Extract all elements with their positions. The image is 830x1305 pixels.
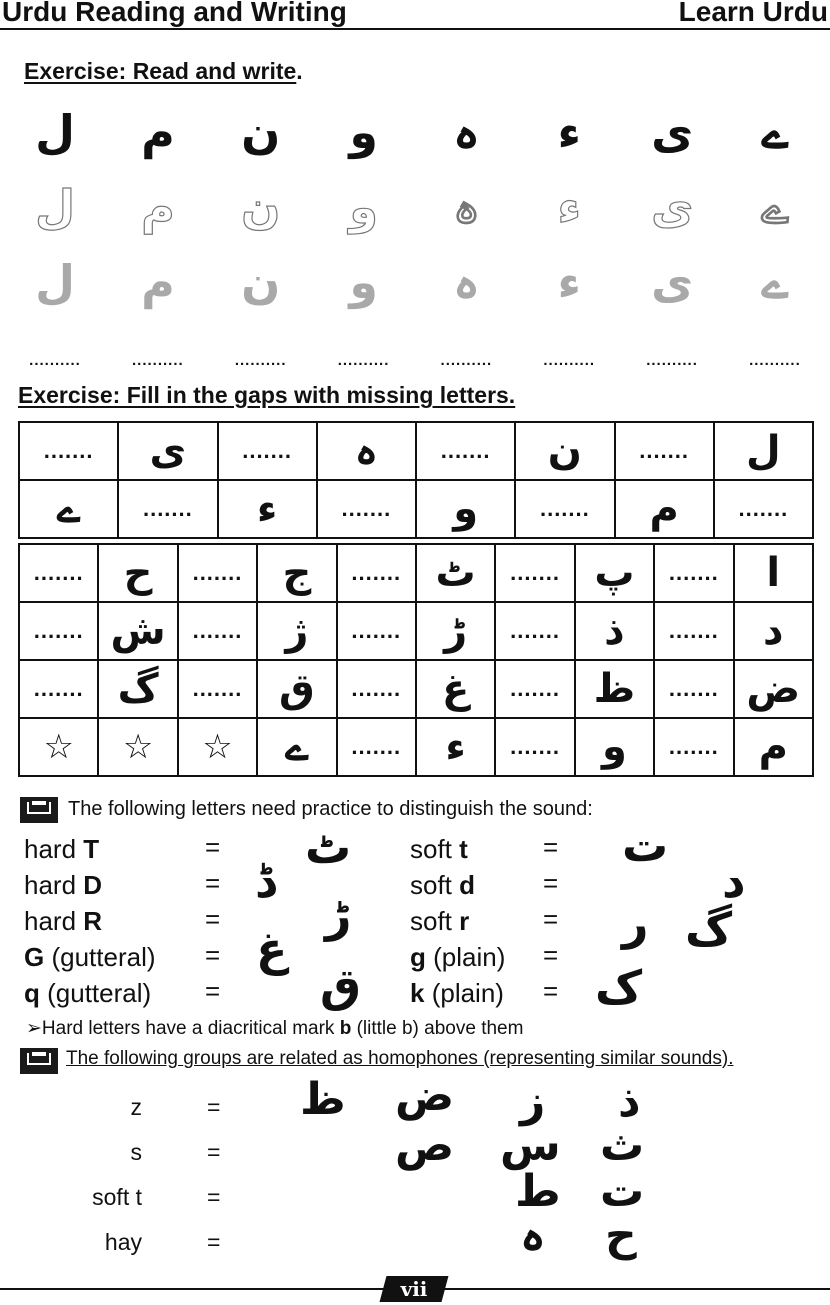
table-row xyxy=(19,660,813,718)
gap-cell[interactable]: ....... xyxy=(654,660,733,718)
gap-cell[interactable]: ....... xyxy=(178,602,257,660)
letter-lam-outline: ل xyxy=(35,180,76,234)
letter-qaf: ق xyxy=(320,958,362,1012)
gap-cell[interactable]: ....... xyxy=(654,718,733,776)
letter-cell: ی xyxy=(118,422,217,480)
letters-solid-row xyxy=(10,102,820,162)
letter-seen: س xyxy=(500,1120,561,1171)
letter-cell: ش xyxy=(98,602,177,660)
gap-cell[interactable]: ....... xyxy=(337,660,416,718)
homophones-note: The following groups are related as homophones (representing similar sounds). xyxy=(66,1048,734,1069)
letter-cell: م xyxy=(615,480,714,538)
equals-sign: = xyxy=(543,940,559,970)
header-divider xyxy=(0,28,830,30)
letter-zuad: ض xyxy=(395,1070,455,1121)
diacritic-note: ➢Hard letters have a diacritical mark b (little b) above them xyxy=(26,1018,524,1039)
equals-sign: = xyxy=(205,868,221,898)
letter-cell: ژ xyxy=(257,602,336,660)
sound-left-label: hard D xyxy=(24,870,103,900)
letter-meem-outline: م xyxy=(141,180,175,234)
letters-gray-row xyxy=(10,252,820,312)
sounds-note: The following letters need practice to distinguish the sound: xyxy=(68,798,593,820)
exercise-read-write-title: Exercise: Read and write xyxy=(24,58,297,84)
writing-line[interactable]: .......... xyxy=(749,352,801,369)
letter-hard-t: ٹ xyxy=(305,820,352,874)
letter-hamza-outline: ء xyxy=(557,180,582,234)
gap-cell[interactable]: ....... xyxy=(178,660,257,718)
gap-cell[interactable]: ....... xyxy=(515,480,614,538)
gap-cell[interactable]: ....... xyxy=(654,544,733,602)
writing-lines-row xyxy=(10,352,820,369)
table-row xyxy=(19,422,813,480)
gap-cell[interactable]: ....... xyxy=(495,660,574,718)
letter-hay: ہ xyxy=(452,105,480,159)
note-icon xyxy=(20,797,58,823)
sound-left-label: hard T xyxy=(24,834,100,864)
letter-cell: ج xyxy=(257,544,336,602)
table-row xyxy=(19,480,813,538)
letter-cell: ل xyxy=(714,422,813,480)
gap-cell[interactable]: ....... xyxy=(495,718,574,776)
equals-sign: = xyxy=(543,832,559,862)
letter-toay: ط xyxy=(515,1166,561,1217)
letter-bari-ye: ے xyxy=(761,105,789,159)
gap-cell[interactable]: ....... xyxy=(118,480,217,538)
gap-cell[interactable]: ....... xyxy=(19,422,118,480)
exercise-title-period: . xyxy=(296,58,303,84)
letter-soft-d: د xyxy=(722,854,746,908)
letter-meem: م xyxy=(141,105,175,159)
letter-cell: ق xyxy=(257,660,336,718)
letter-noon-gray: ن xyxy=(241,255,281,309)
letter-cell: ا xyxy=(734,544,813,602)
homophone-label-hay: hay xyxy=(104,1229,142,1255)
equals-sign: = xyxy=(207,1184,221,1210)
letter-hamza-gray: ء xyxy=(557,255,582,309)
letter-bari-ye-outline: ے xyxy=(761,180,789,234)
letter-say: ث xyxy=(600,1120,645,1171)
letter-cell: ء xyxy=(416,718,495,776)
letter-hard-d: ڈ xyxy=(255,854,276,908)
letter-noon: ن xyxy=(241,105,281,159)
letter-wao-gray: و xyxy=(349,255,378,309)
note-icon xyxy=(20,1048,58,1074)
letter-cell: ء xyxy=(218,480,317,538)
letter-cell: د xyxy=(734,602,813,660)
gap-cell[interactable]: ....... xyxy=(19,660,98,718)
writing-line[interactable]: .......... xyxy=(646,352,698,369)
letter-cell: ح xyxy=(98,544,177,602)
homophone-groups xyxy=(0,1070,830,1270)
letter-soft-t: ت xyxy=(622,818,669,872)
gap-cell[interactable]: ....... xyxy=(337,602,416,660)
star-icon: ☆ xyxy=(19,718,98,776)
letter-hard-r: ڑ xyxy=(325,888,352,942)
section-title: Learn Urdu xyxy=(678,0,828,27)
gap-cell[interactable]: ....... xyxy=(218,422,317,480)
letter-cell: گ xyxy=(98,660,177,718)
homophone-label-soft-t: soft t xyxy=(92,1184,142,1210)
equals-sign: = xyxy=(543,904,559,934)
sound-right-label: soft r xyxy=(410,906,470,936)
letter-choti-ye-gray: ی xyxy=(651,255,694,309)
page-number: vii xyxy=(400,1277,428,1301)
letter-lam-gray: ل xyxy=(35,255,76,309)
letter-cell: ٹ xyxy=(416,544,495,602)
exercise-read-write-heading xyxy=(24,58,303,85)
letter-choti-hay: ہ xyxy=(520,1210,546,1261)
letter-cell: و xyxy=(416,480,515,538)
letter-cell: ے xyxy=(257,718,336,776)
sound-right-label: soft t xyxy=(410,834,468,864)
gap-cell[interactable]: ....... xyxy=(317,480,416,538)
equals-sign: = xyxy=(207,1139,221,1165)
equals-sign: = xyxy=(543,868,559,898)
letter-cell: غ xyxy=(416,660,495,718)
table-row xyxy=(19,718,813,776)
writing-line[interactable]: .......... xyxy=(440,352,493,369)
equals-sign: = xyxy=(207,1094,221,1120)
letter-bari-ye-gray: ے xyxy=(761,255,789,309)
gap-cell[interactable]: ....... xyxy=(495,544,574,602)
letter-kaf: ک xyxy=(595,960,643,1014)
letter-hamza: ء xyxy=(557,105,582,159)
gap-cell[interactable]: ....... xyxy=(19,602,98,660)
gap-cell[interactable]: ....... xyxy=(654,602,733,660)
sound-left-label: hard R xyxy=(24,906,103,936)
gap-cell[interactable]: ....... xyxy=(416,422,515,480)
letter-cell: ض xyxy=(734,660,813,718)
letter-lam: ل xyxy=(35,105,76,159)
equals-sign: = xyxy=(543,976,559,1006)
equals-sign: = xyxy=(205,976,221,1006)
book-title: Urdu Reading and Writing xyxy=(2,0,347,27)
star-icon: ☆ xyxy=(98,718,177,776)
letter-cell: ن xyxy=(515,422,614,480)
letter-zal: ذ xyxy=(618,1076,641,1127)
sound-right-label: k (plain) xyxy=(410,978,504,1008)
letter-wao: و xyxy=(349,105,378,159)
table-row xyxy=(19,544,813,602)
fill-gaps-table-2 xyxy=(18,543,814,777)
writing-line[interactable]: .......... xyxy=(337,352,390,369)
gap-cell[interactable]: ....... xyxy=(337,544,416,602)
letter-cell: ڑ xyxy=(416,602,495,660)
writing-line[interactable]: .......... xyxy=(234,352,287,369)
letter-cell: و xyxy=(575,718,654,776)
sound-right-label: soft d xyxy=(410,870,476,900)
letter-cell: ے xyxy=(19,480,118,538)
letter-noon-outline: ن xyxy=(241,180,281,234)
letter-wao-outline: و xyxy=(349,180,378,234)
letter-cell: پ xyxy=(575,544,654,602)
writing-line[interactable]: .......... xyxy=(132,352,184,369)
equals-sign: = xyxy=(207,1229,221,1255)
letter-zoay: ظ xyxy=(300,1074,346,1125)
gap-cell[interactable]: ....... xyxy=(178,544,257,602)
letter-tay: ت xyxy=(600,1166,645,1217)
letters-outline-row xyxy=(10,177,820,237)
letter-cell: ہ xyxy=(317,422,416,480)
gap-cell[interactable]: ....... xyxy=(19,544,98,602)
fill-gaps-table-1 xyxy=(18,421,814,539)
gap-cell[interactable]: ....... xyxy=(714,480,813,538)
gap-cell[interactable]: ....... xyxy=(337,718,416,776)
homophone-label-z: z xyxy=(130,1094,142,1120)
sound-left-label: q (gutteral) xyxy=(24,978,152,1008)
gap-cell[interactable]: ....... xyxy=(495,602,574,660)
letter-suad: ص xyxy=(395,1120,455,1171)
equals-sign: = xyxy=(205,832,221,862)
letter-choti-ye: ی xyxy=(651,105,694,159)
sound-pairs xyxy=(0,818,830,1014)
writing-line[interactable]: .......... xyxy=(543,352,596,369)
gap-cell[interactable]: ....... xyxy=(615,422,714,480)
exercise-fill-gaps-title: Exercise: Fill in the gaps with missing letters. xyxy=(18,382,516,408)
letter-choti-ye-outline: ی xyxy=(651,180,694,234)
letter-soft-r: ر xyxy=(622,896,649,950)
letter-cell: ظ xyxy=(575,660,654,718)
sound-left-label: G (gutteral) xyxy=(24,942,156,972)
letter-zay: ز xyxy=(520,1076,546,1127)
letter-hay-gray: ہ xyxy=(452,255,480,309)
letter-gaf: گ xyxy=(685,902,733,956)
writing-line[interactable]: .......... xyxy=(29,352,81,369)
equals-sign: = xyxy=(205,904,221,934)
letter-cell: ذ xyxy=(575,602,654,660)
star-icon: ☆ xyxy=(178,718,257,776)
bullet-arrow-icon: ➢ xyxy=(26,1018,42,1039)
letter-bari-hay: ح xyxy=(605,1210,637,1261)
equals-sign: = xyxy=(205,940,221,970)
letter-cell: م xyxy=(734,718,813,776)
table-row xyxy=(19,602,813,660)
letter-hay-outline: ہ xyxy=(452,180,480,234)
homophone-label-s: s xyxy=(130,1139,142,1165)
letter-ghain: غ xyxy=(256,922,288,976)
sound-right-label: g (plain) xyxy=(410,942,506,972)
letter-meem-gray: م xyxy=(141,255,175,309)
